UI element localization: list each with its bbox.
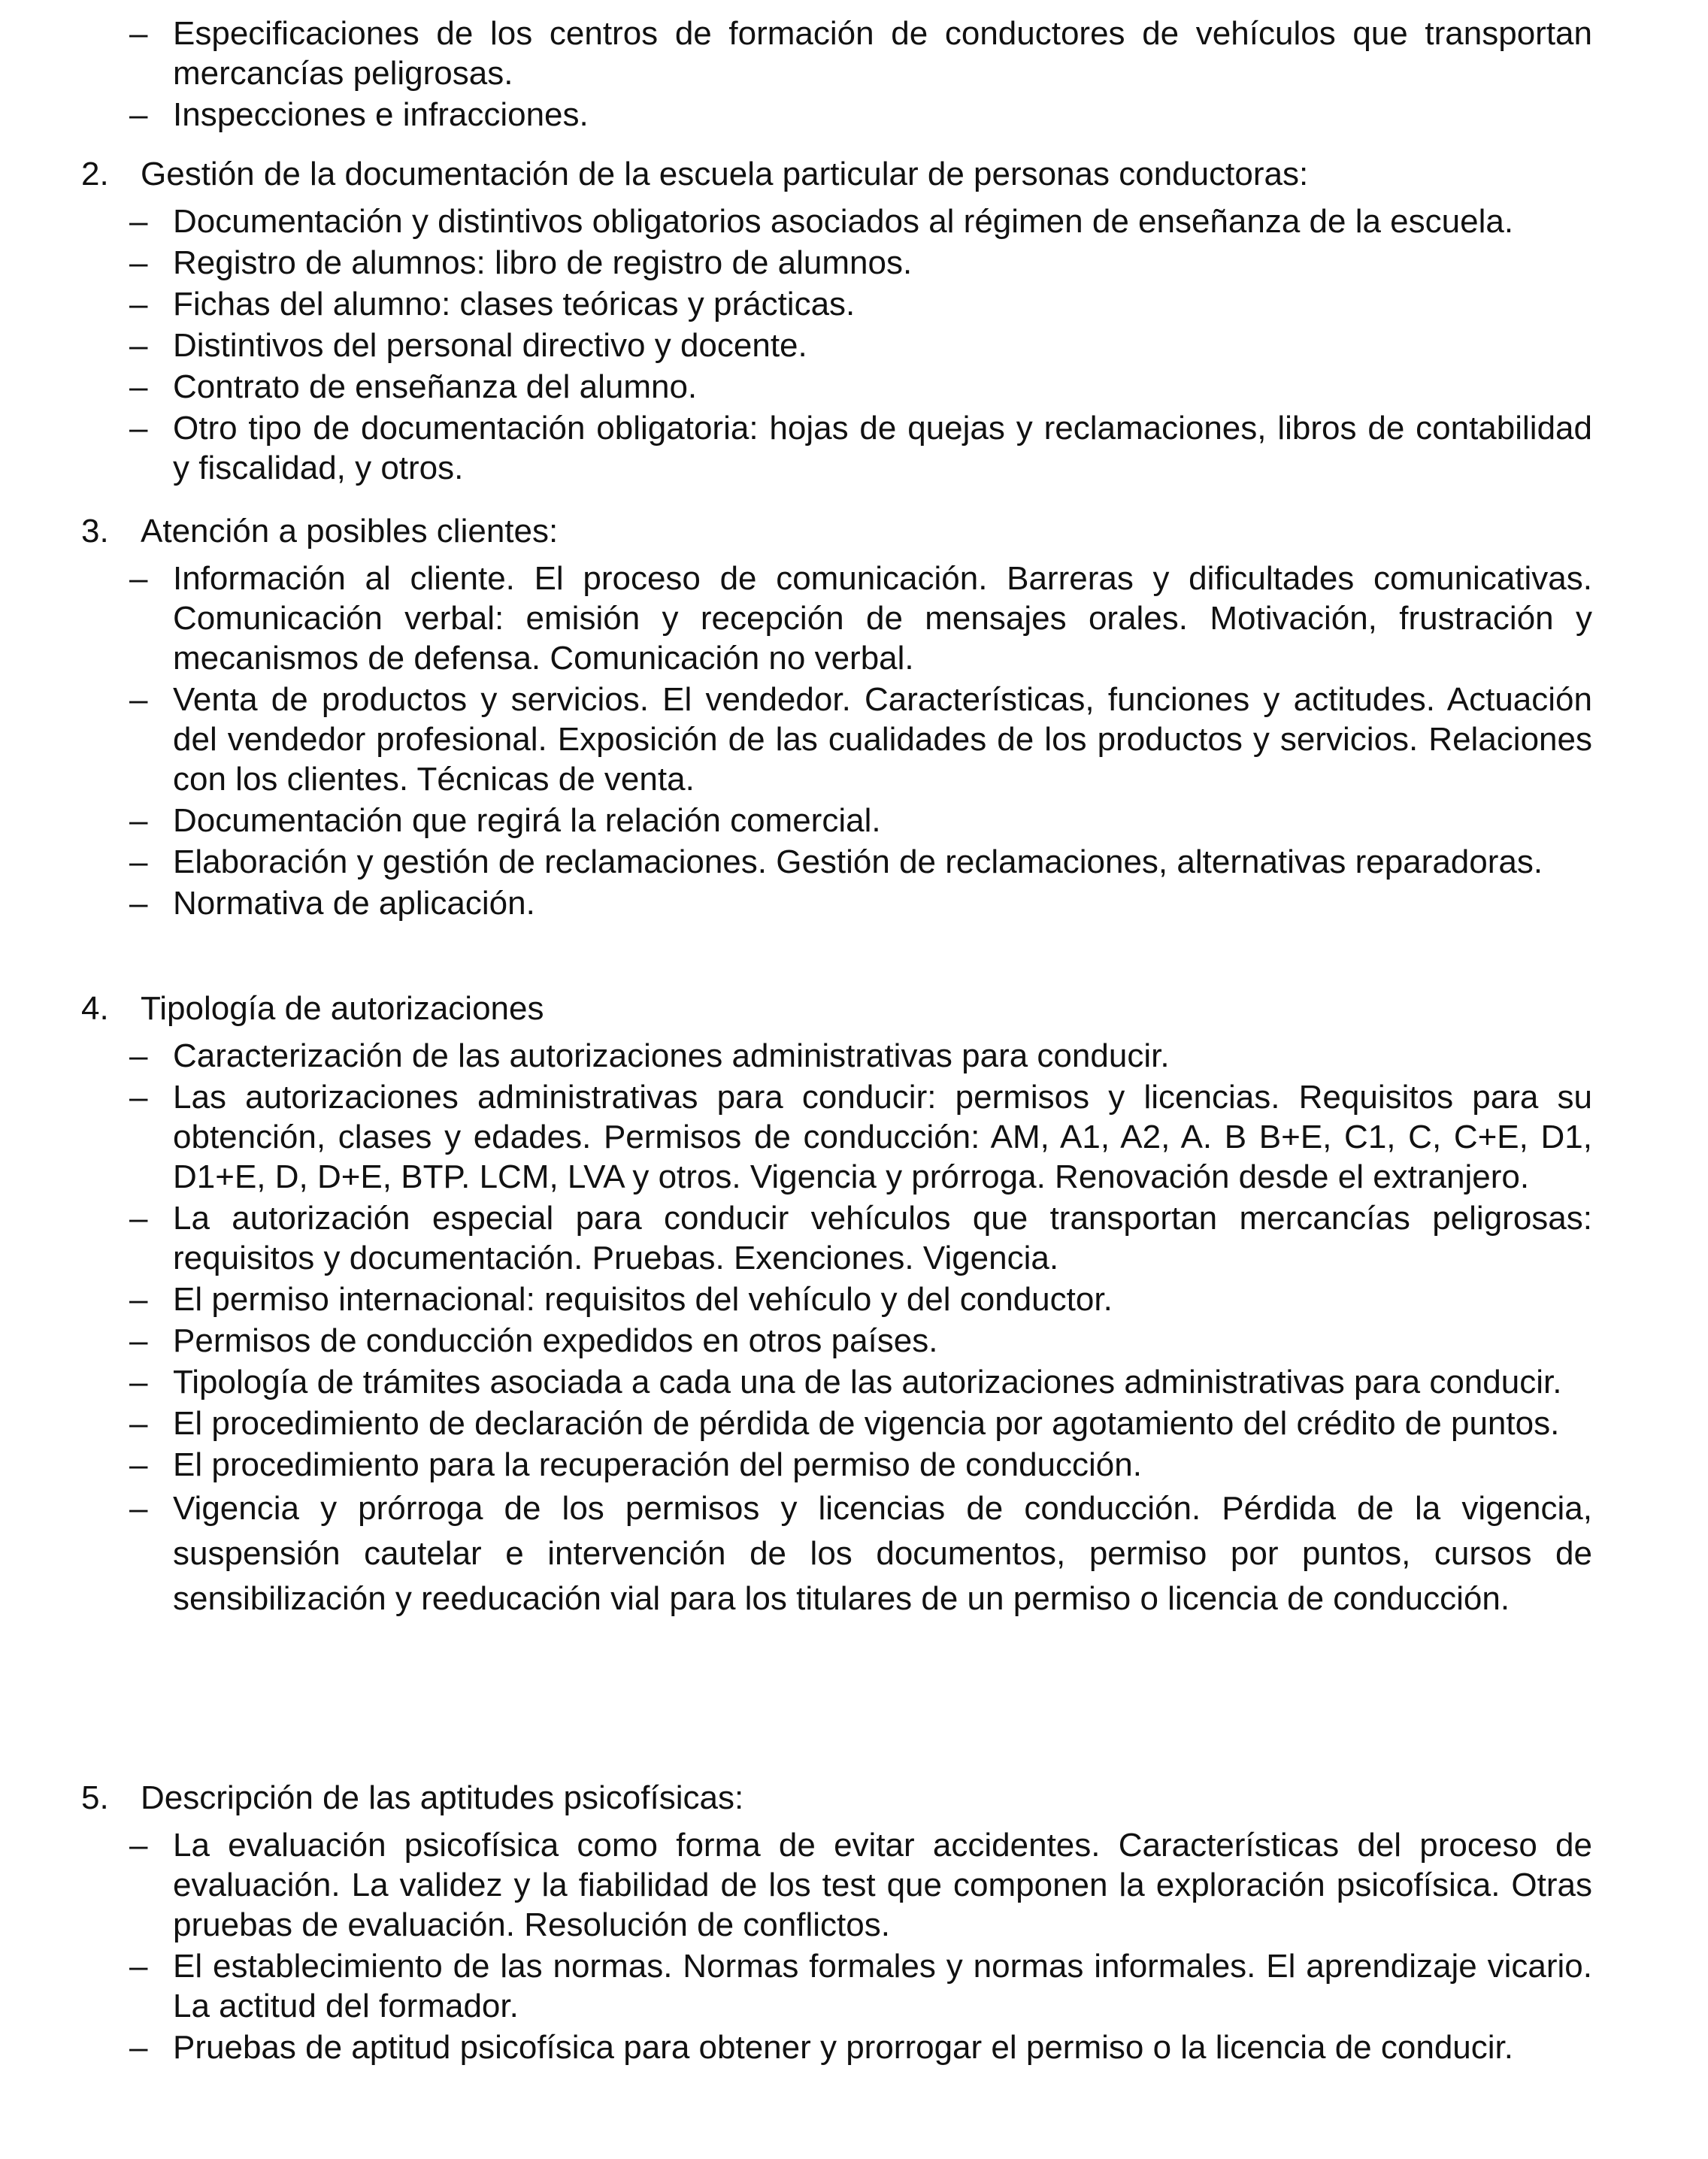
list-item-text: Información al cliente. El proceso de comunicación. Barreras y dificultades comunicativas. Comunicación verbal: emisión y recepción de mensajes orales. Motivación, frustración y mecanismos de defensa. Comunicación no verbal. (173, 560, 1592, 677)
list-item-text: El establecimiento de las normas. Normas formales y normas informales. El aprendizaje vicario. La actitud del formador. (173, 1948, 1592, 2024)
section-list (0, 559, 1708, 923)
list-item-text: Normativa de aplicación. (173, 885, 535, 922)
dash-bullet: – (129, 368, 148, 405)
section-number: 5. (81, 1779, 109, 1816)
list-item-text: Tipología de trámites asociada a cada una de las autorizaciones administrativas para conducir. (173, 1364, 1562, 1400)
section-number: 4. (81, 990, 109, 1027)
list-item-text: Otro tipo de documentación obligatoria: hojas de quejas y reclamaciones, libros de contabilidad y fiscalidad, y otros. (173, 410, 1592, 486)
list-item-text: Registro de alumnos: libro de registro de alumnos. (173, 244, 913, 281)
list-item-text: Fichas del alumno: clases teóricas y prácticas. (173, 286, 856, 322)
list-item (0, 284, 1592, 324)
dash-bullet: – (129, 1446, 148, 1483)
intro-list (0, 14, 1708, 136)
list-item-text: Pruebas de aptitud psicofísica para obtener y prorrogar el permiso o la licencia de conducir. (173, 2029, 1513, 2066)
dash-bullet: – (129, 1827, 148, 1864)
list-item-text: El procedimiento de declaración de pérdida de vigencia por agotamiento del crédito de puntos. (173, 1405, 1560, 1442)
list-item (0, 408, 1592, 488)
dash-bullet: – (129, 681, 148, 718)
list-item (0, 1404, 1592, 1443)
list-item-text: La evaluación psicofísica como forma de evitar accidentes. Características del proceso de evaluación. La validez y la fiabilidad de los test que componen la exploración psicofísica. Otras pruebas de evaluación. Resolución de conflictos. (173, 1827, 1592, 1943)
list-item-text: Inspecciones e infracciones. (173, 96, 589, 133)
dash-bullet: – (129, 1281, 148, 1318)
list-item (0, 95, 1592, 135)
list-item (0, 367, 1592, 407)
list-item (0, 801, 1592, 840)
dash-bullet: – (129, 327, 148, 364)
dash-bullet: – (129, 1405, 148, 1442)
list-item (0, 559, 1592, 678)
dash-bullet: – (129, 1490, 148, 1527)
list-item (0, 1445, 1592, 1485)
dash-bullet: – (129, 203, 148, 240)
list-item-text: Distintivos del personal directivo y docente. (173, 327, 807, 364)
list-item-text: El procedimiento para la recuperación del permiso de conducción. (173, 1446, 1142, 1483)
list-item (0, 883, 1592, 923)
dash-bullet: – (129, 1364, 148, 1400)
list-item-text: Especificaciones de los centros de formación de conductores de vehículos que transportan mercancías peligrosas. (173, 15, 1592, 92)
dash-bullet: – (129, 1322, 148, 1359)
list-item-text: Elaboración y gestión de reclamaciones. Gestión de reclamaciones, alternativas reparadoras. (173, 843, 1543, 880)
section-title: Descripción de las aptitudes psicofísicas: (141, 1779, 744, 1816)
list-item-text: Documentación y distintivos obligatorios asociados al régimen de enseñanza de la escuela. (173, 203, 1514, 240)
list-item (0, 1321, 1592, 1361)
list-item (0, 1946, 1592, 2026)
list-item (0, 680, 1592, 799)
dash-bullet: – (129, 2029, 148, 2066)
list-item (0, 1279, 1592, 1319)
dash-bullet: – (129, 410, 148, 447)
section-number: 3. (81, 513, 109, 550)
list-item (0, 1198, 1592, 1278)
section-title: Atención a posibles clientes: (141, 513, 559, 550)
list-item (0, 1825, 1592, 1945)
dash-bullet: – (129, 1200, 148, 1237)
list-item-text: Las autorizaciones administrativas para conducir: permisos y licencias. Requisitos para su obtención, clases y edades. Permisos de conducción: AM, A1, A2, A. B B+E, C1, C, C+E, D1, D1+E, D, D+E, BTP. LCM, LVA y otros. Vigencia y prórroga. Renovación desde el extranjero. (173, 1079, 1592, 1195)
dash-bullet: – (129, 843, 148, 880)
list-item-text: Contrato de enseñanza del alumno. (173, 368, 698, 405)
dash-bullet: – (129, 802, 148, 839)
list-item (0, 842, 1592, 882)
dash-bullet: – (129, 96, 148, 133)
list-item (0, 1036, 1592, 1076)
section-number: 2. (81, 156, 109, 192)
dash-bullet: – (129, 560, 148, 597)
list-item-text: El permiso internacional: requisitos del vehículo y del conductor. (173, 1281, 1113, 1318)
section-heading (0, 1778, 1708, 1818)
section-list (0, 1825, 1708, 2067)
section-heading (0, 511, 1708, 551)
section-heading (0, 989, 1708, 1028)
dash-bullet: – (129, 1948, 148, 1985)
list-item-text: Vigencia y prórroga de los permisos y licencias de conducción. Pérdida de la vigencia, suspensión cautelar e intervención de los documentos, permiso por puntos, cursos de sensibilización y reeducación vial para los titulares de un permiso o licencia de conducción. (173, 1490, 1592, 1617)
list-item (0, 2027, 1592, 2067)
dash-bullet: – (129, 15, 148, 52)
section-2 (0, 154, 1708, 489)
dash-bullet: – (129, 286, 148, 322)
list-item-text: Documentación que regirá la relación comercial. (173, 802, 881, 839)
list-item (0, 243, 1592, 283)
list-item-text: La autorización especial para conducir vehículos que transportan mercancías peligrosas: requisitos y documentación. Pruebas. Exenciones. Vigencia. (173, 1200, 1592, 1276)
section-title: Tipología de autorizaciones (141, 990, 544, 1027)
section-heading (0, 154, 1708, 194)
dash-bullet: – (129, 1079, 148, 1116)
section-5 (0, 1778, 1708, 2069)
list-item (0, 326, 1592, 365)
section-title: Gestión de la documentación de la escuela particular de personas conductoras: (141, 156, 1309, 192)
list-item (0, 1486, 1592, 1622)
list-item (0, 1362, 1592, 1402)
section-list (0, 201, 1708, 488)
dash-bullet: – (129, 244, 148, 281)
dash-bullet: – (129, 885, 148, 922)
section-3 (0, 511, 1708, 925)
list-item-text: Permisos de conducción expedidos en otros países. (173, 1322, 938, 1359)
list-item (0, 1077, 1592, 1197)
section-4 (0, 989, 1708, 1623)
list-item-text: Caracterización de las autorizaciones administrativas para conducir. (173, 1037, 1170, 1074)
list-item (0, 201, 1592, 241)
section-list (0, 1036, 1708, 1622)
list-item (0, 14, 1592, 93)
dash-bullet: – (129, 1037, 148, 1074)
list-item-text: Venta de productos y servicios. El vendedor. Características, funciones y actitudes. Actuación del vendedor profesional. Exposición de las cualidades de los productos y servicios. Relaciones con los clientes. Técnicas de venta. (173, 681, 1592, 798)
